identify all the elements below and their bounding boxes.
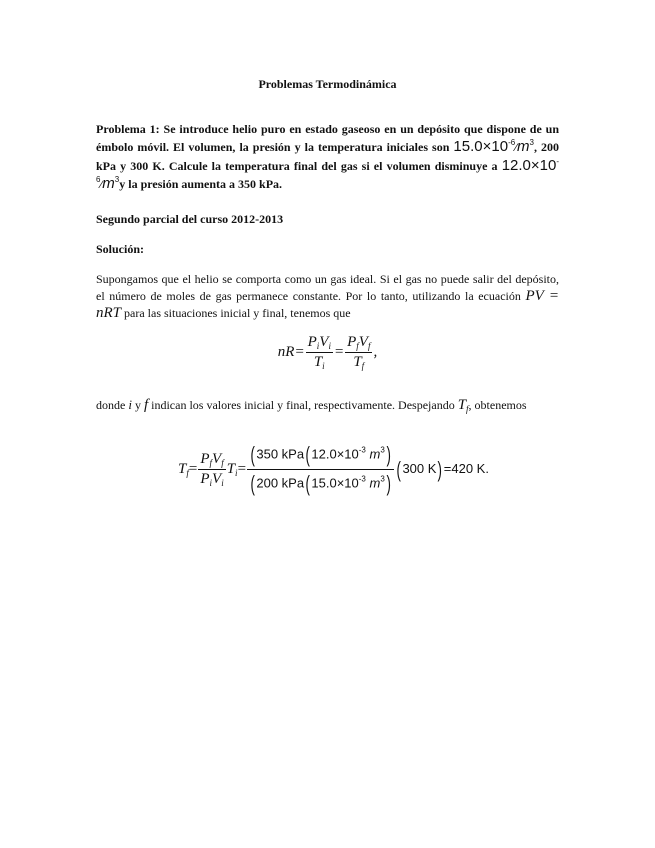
problem-label: Problema 1: [96, 122, 160, 136]
symbol-Tf: $T_f$ [457, 397, 469, 414]
symbol-f: f [143, 397, 149, 413]
problem-statement [96, 121, 559, 194]
symbol-i: i [128, 397, 132, 412]
ideal-gas-equation: PV = nRT [96, 288, 559, 321]
solution-text-2: para las situaciones inicial y final, tenemos que [124, 306, 351, 320]
equation-Tf: $T_f=$ $\frac{P_fV_f}{P_iV_i}$ $T_i=$ $\frac{(350 kPa(12.0\times 10^{-3} m^3)}{(200 kPa(15.0\times 10^{-3} m^3)}$ (300 K)=420 K. [178, 442, 489, 496]
problem-text-1: Se introduce helio puro en estado gaseoso en un depósito que dispone de un émbolo móvil. El volumen, la presión y la temperatura iniciales son [96, 122, 560, 154]
solution-text-1: Supongamos que el helio se comporta como un gas ideal. Si el gas no puede salir del depósito, el número de moles de gas permanece constante. Por lo tanto, utilizando la ecuación [96, 272, 559, 303]
equation-nR: nR= $\frac{P_iV_i}{T_i}$ = $\frac{P_fV_f}{T_f}$ , [277, 334, 378, 371]
solution-heading: Solución: [96, 242, 145, 256]
solution-paragraph-2: donde i y f indican los valores inicial y final, respectivamente. Despejando $T_f$, obtenemos [96, 397, 527, 414]
problem-text-2: , 200 kPa y 300 K. Calcule la temperatura final del gas si el volumen disminuye a [96, 140, 560, 173]
solution-paragraph-1 [96, 271, 559, 322]
source-line: Segundo parcial del curso 2012-2013 [96, 212, 284, 226]
problem-text-3: y la presión aumenta a 350 kPa. [119, 177, 283, 191]
document-title: Problemas Termodinámica [258, 77, 397, 91]
initial-volume: $15.0\times 10^{-6}⁄m^3$ [453, 138, 534, 155]
final-volume: $12.0\times 10^{-6}⁄m^3$ [96, 157, 559, 192]
